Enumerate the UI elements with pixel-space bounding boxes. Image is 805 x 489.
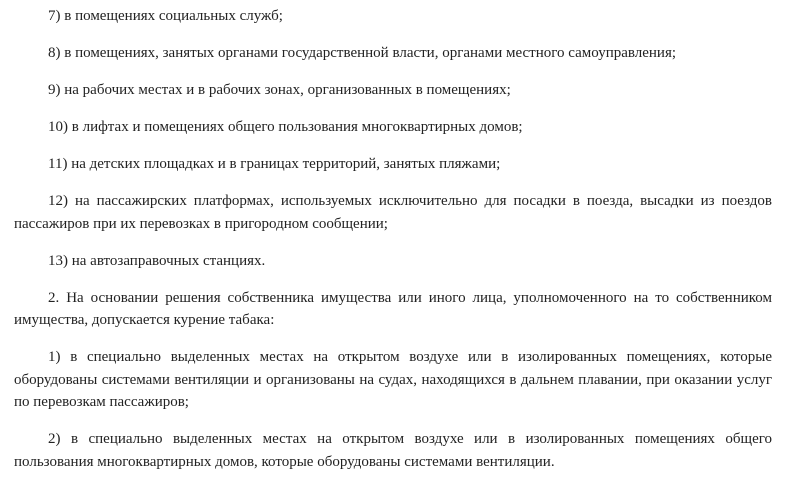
paragraph-item-12: 12) на пассажирских платформах, используемых исключительно для посадки в поезда, высадки из поездов пассажиров при их перевозках в пригородном сообщении; [14, 193, 772, 232]
paragraph-subitem-1: 1) в специально выделенных местах на открытом воздухе или в изолированных помещениях, которые оборудованы системами вентиляции и организованы на судах, находящихся в дальнем плавании, при оказании услуг по перевозкам пассажиров; [14, 349, 772, 410]
paragraph-section-2: 2. На основании решения собственника имущества или иного лица, уполномоченного на то собственником имущества, допускается курение табака: [14, 289, 772, 328]
paragraph-subitem-2: 2) в специально выделенных местах на открытом воздухе или в изолированных помещениях общего пользования многоквартирных домов, которые оборудованы системами вентиляции. [14, 431, 772, 470]
paragraph-item-8: 8) в помещениях, занятых органами государственной власти, органами местного самоуправления; [48, 45, 677, 61]
paragraph-item-9: 9) на рабочих местах и в рабочих зонах, организованных в помещениях; [48, 82, 511, 98]
paragraph-item-10: 10) в лифтах и помещениях общего пользования многоквартирных домов; [48, 119, 523, 135]
document-body [14, 5, 772, 473]
paragraph-item-7: 7) в помещениях социальных служб; [48, 8, 283, 24]
paragraph-item-13: 13) на автозаправочных станциях. [48, 252, 266, 269]
paragraph-item-11: 11) на детских площадках и в границах территорий, занятых пляжами; [48, 156, 501, 172]
